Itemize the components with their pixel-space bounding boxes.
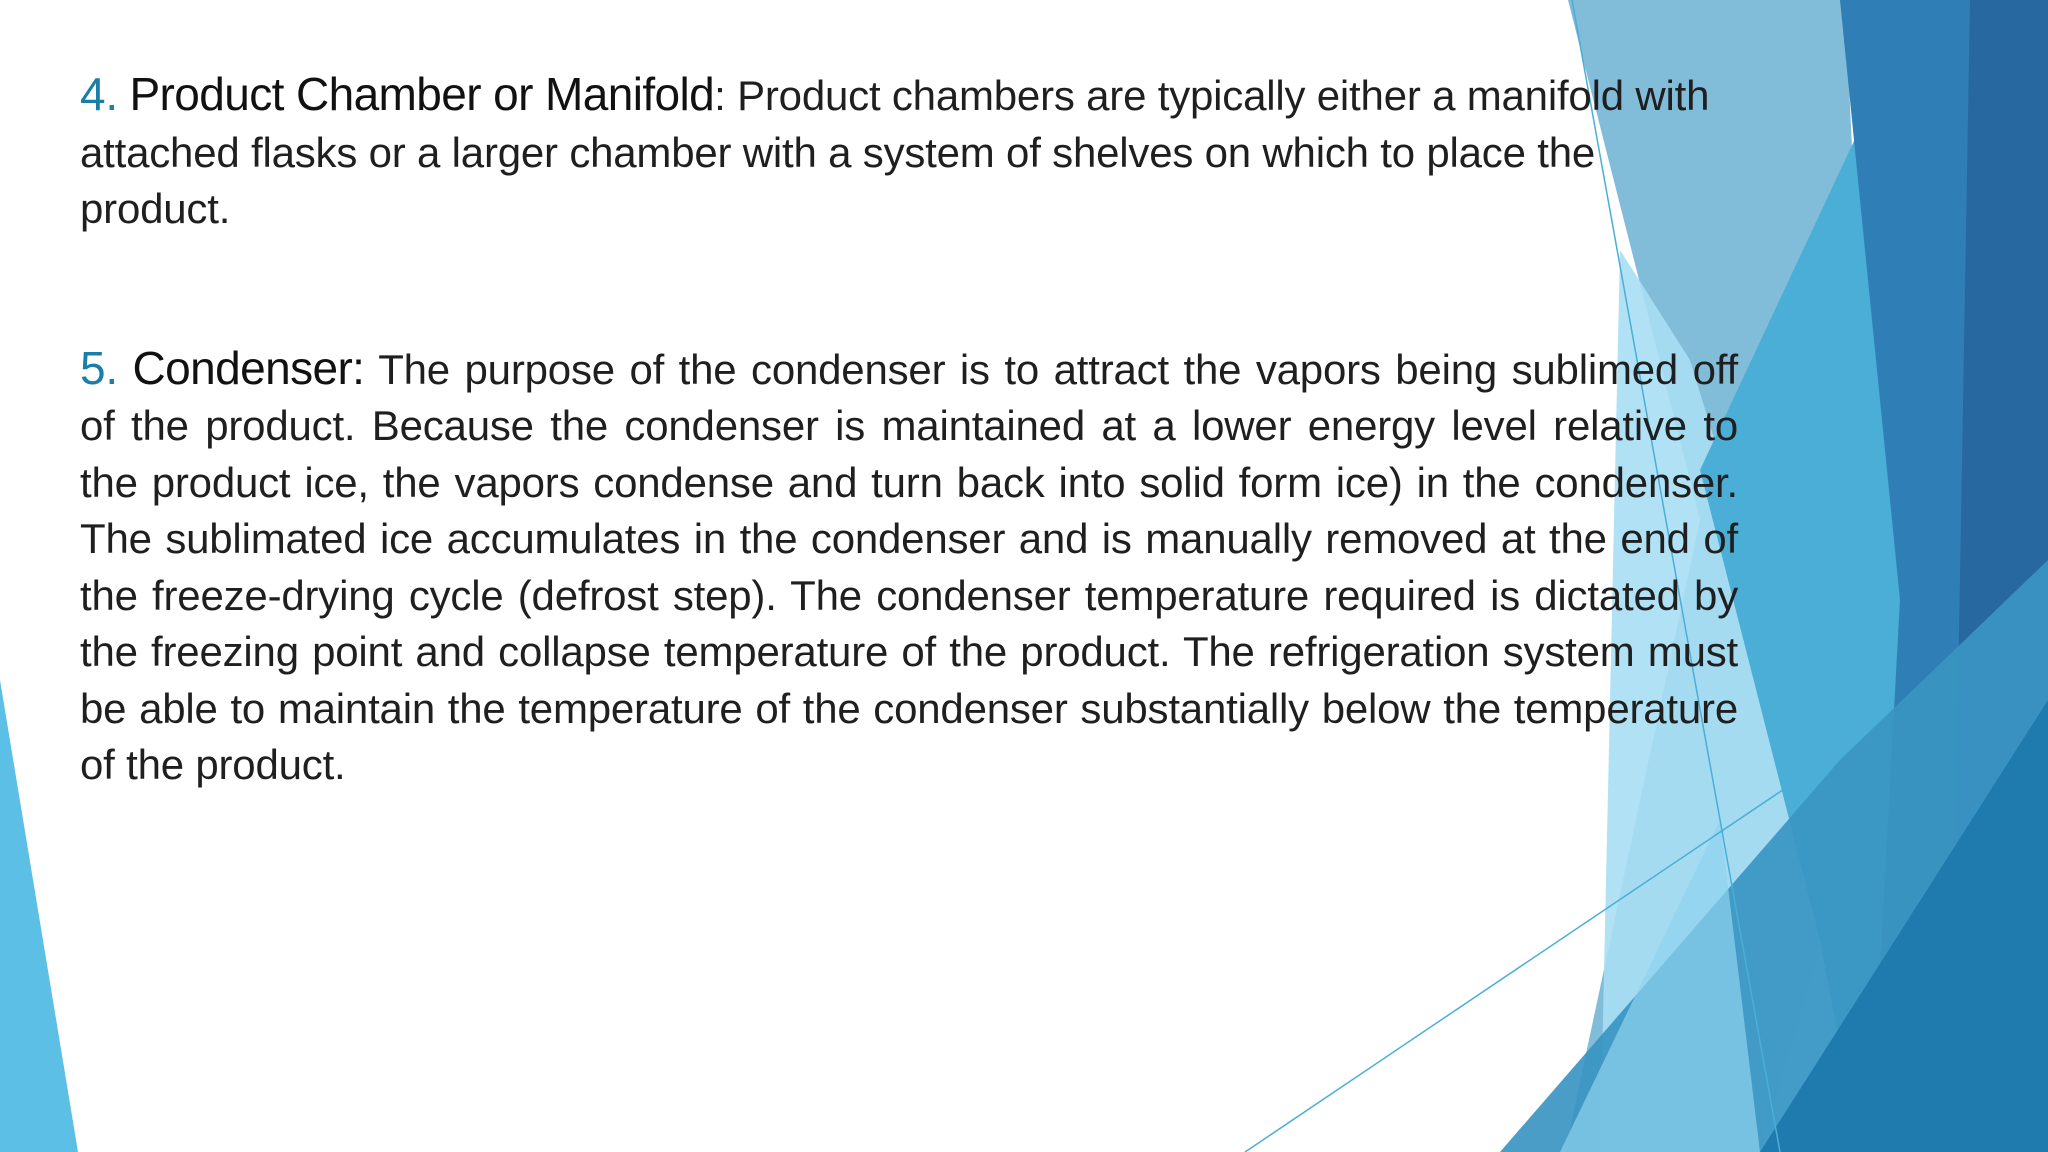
slide-content [80,66,1738,794]
item-heading: Product Chamber or Manifold [129,68,715,120]
item-separator: : [714,72,726,119]
item-body: The purpose of the condenser is to attract the vapors being sublimed off of the product. Because the condenser is maintained at a lower energy level relative to the product ice, the vapors condense and turn back into solid form ice) in the condenser. The sublimated ice accumulates in the condenser and is manually removed at the end of the freeze-drying cycle (defrost step). The condenser temperature required is dictated by the freezing point and collapse temperature of the product. The refrigeration system must be able to maintain the temperature of the condenser substantially below the temperature of the product. [80,345,1738,788]
item-number: 4. [80,68,118,120]
item-product-chamber [80,66,1738,238]
left-accent-shape [0,680,78,1152]
item-condenser [80,340,1738,794]
item-heading: Condenser: [132,341,365,394]
item-number: 5. [80,341,118,394]
item-body: Product chambers are typically either a manifold with attached flasks or a larger chamber with a system of shelves on which to place the product. [80,72,1710,232]
